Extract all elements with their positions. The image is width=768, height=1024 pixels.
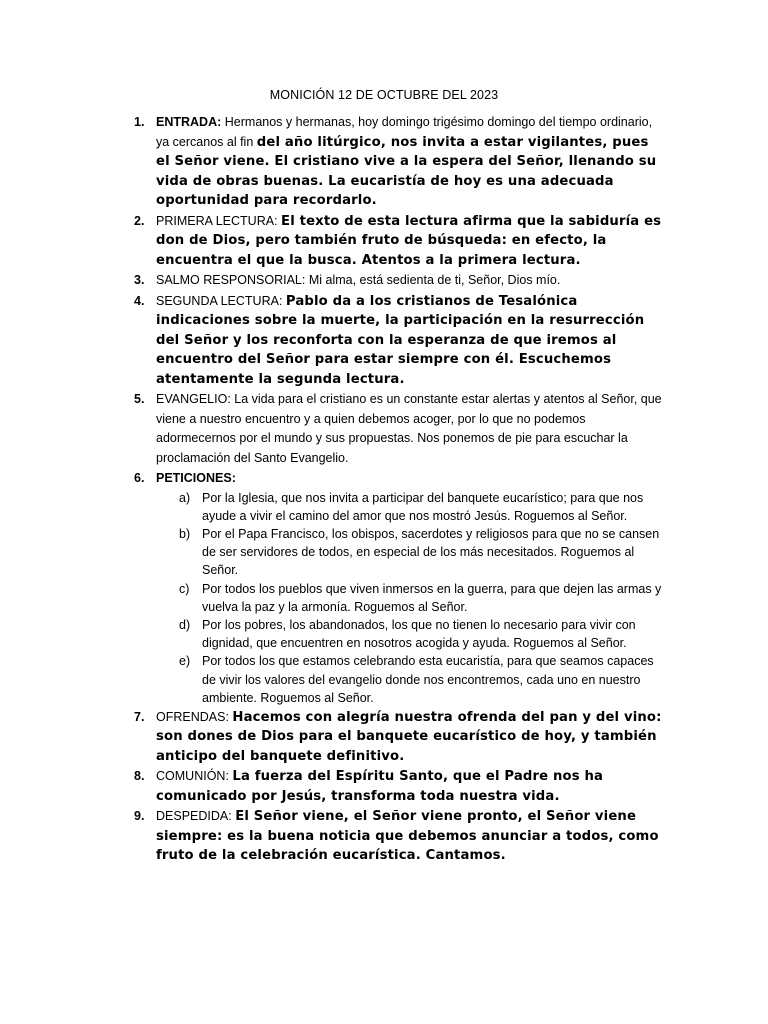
list-item-salmo-responsorial — [134, 271, 664, 291]
item-number: 3. — [134, 273, 145, 287]
item-label: SALMO RESPONSORIAL: — [156, 273, 306, 287]
petition-letter: e) — [179, 654, 191, 669]
petitions-list — [156, 489, 664, 707]
list-item-comunion — [134, 767, 664, 806]
petition-text: Por la Iglesia, que nos invita a participar del banquete eucarístico; para que nos ayude a vivir el camino del amor que nos mostró Jesús. Roguemos al Señor. — [202, 490, 644, 523]
item-label: OFRENDAS: — [156, 709, 229, 724]
petition-text: Por todos los que estamos celebrando esta eucaristía, para que seamos capaces de vivir los valores del evangelio donde nos encontremos, cada uno en nuestro ambiente. Roguemos al Señor. — [202, 654, 654, 705]
list-item-despedida — [134, 807, 664, 866]
petition-letter: b) — [179, 526, 191, 541]
petition-text: Por los pobres, los abandonados, los que no tienen lo necesario para vivir con dignidad, que encuentren en nosotros acogida y ayuda. Roguemos al Señor. — [202, 617, 636, 651]
item-number: 4. — [134, 293, 145, 308]
item-label: EVANGELIO: — [156, 392, 231, 406]
petition-text: Por todos los pueblos que viven inmersos en la guerra, para que dejen las armas y vuelva la paz y la armonía. Roguemos al Señor. — [202, 581, 662, 614]
petition-item — [179, 525, 664, 580]
petition-letter: a) — [179, 490, 191, 505]
list-item-evangelio — [134, 390, 664, 468]
page-title: MONICIÓN 12 DE OCTUBRE DEL 2023 — [269, 88, 499, 102]
item-number: 5. — [134, 392, 145, 406]
monition-list — [134, 113, 664, 867]
item-text: Mi alma, está sedienta de ti, Señor, Dios mío. — [308, 273, 561, 287]
item-number: 2. — [134, 213, 145, 228]
petition-text: Por el Papa Francisco, los obispos, sacerdotes y religiosos para que no se cansen de ser servidores de todos, en especial de los más necesitados. Roguemos al Señor. — [202, 526, 660, 578]
item-label: PRIMERA LECTURA: — [156, 213, 278, 228]
item-label: PETICIONES: — [156, 471, 236, 485]
item-number: 7. — [134, 709, 145, 724]
item-label: SEGUNDA LECTURA: — [156, 293, 283, 308]
item-label: ENTRADA: — [156, 115, 222, 129]
item-number: 1. — [134, 115, 145, 129]
item-emphasis-text: El Señor viene, el Señor viene pronto, el Señor viene siempre: es la buena noticia que debemos anunciar a todos, como fruto de la celebración eucarística. Cantamos. — [156, 809, 659, 864]
list-item-entrada — [134, 113, 664, 211]
petition-item — [179, 489, 664, 525]
item-label: DESPEDIDA: — [156, 809, 232, 824]
item-number: 8. — [134, 769, 145, 784]
petition-letter: c) — [179, 581, 190, 596]
list-item-primera-lectura — [134, 212, 664, 271]
item-emphasis-text: Pablo da a los cristianos de Tesalónica indicaciones sobre la muerte, la participación en la resurrección del Señor y los reconforta con la esperanza de que iremos al encuentro del Señor para estar siempre con él. Escuchemos atentamente la segunda lectura. — [156, 293, 645, 387]
list-item-ofrendas — [134, 708, 664, 767]
item-label: COMUNIÓN: — [156, 769, 229, 784]
item-number: 9. — [134, 809, 145, 824]
item-text: La vida para el cristiano es un constante estar alertas y atentos al Señor, que viene a nuestro encuentro y a quien debemos acoger, por lo que no podemos adormecernos por el mundo y sus propuestas. Nos ponemos de pie para escuchar la proclamación del Santo Evangelio. — [156, 392, 662, 465]
item-emphasis-text: Hacemos con alegría nuestra ofrenda del pan y del vino: son dones de Dios para el banquete eucarístico de hoy, y también anticipo del banquete definitivo. — [156, 709, 662, 764]
item-emphasis-text: del año litúrgico, nos invita a estar vigilantes, pues el Señor viene. El cristiano vive a la espera del Señor, llenando su vida de obras buenas. La eucaristía de hoy es una adecuada oportunidad para recordarlo. — [156, 134, 657, 208]
list-item-peticiones — [134, 469, 664, 707]
item-number: 6. — [134, 471, 145, 485]
petition-item — [179, 616, 664, 652]
petition-item — [179, 580, 664, 616]
list-item-segunda-lectura — [134, 292, 664, 390]
item-emphasis-text: La fuerza del Espíritu Santo, que el Padre nos ha comunicado por Jesús, transforma toda nuestra vida. — [156, 769, 604, 804]
petition-letter: d) — [179, 617, 191, 632]
item-text: Hermanos y hermanas, hoy domingo trigésimo domingo del tiempo ordinario, ya cercanos al fin — [156, 115, 653, 149]
petition-item — [179, 652, 664, 707]
item-emphasis-text: El texto de esta lectura afirma que la sabiduría es don de Dios, pero también fruto de búsqueda: en efecto, la encuentra el que la busca. Atentos a la primera lectura. — [156, 213, 662, 268]
